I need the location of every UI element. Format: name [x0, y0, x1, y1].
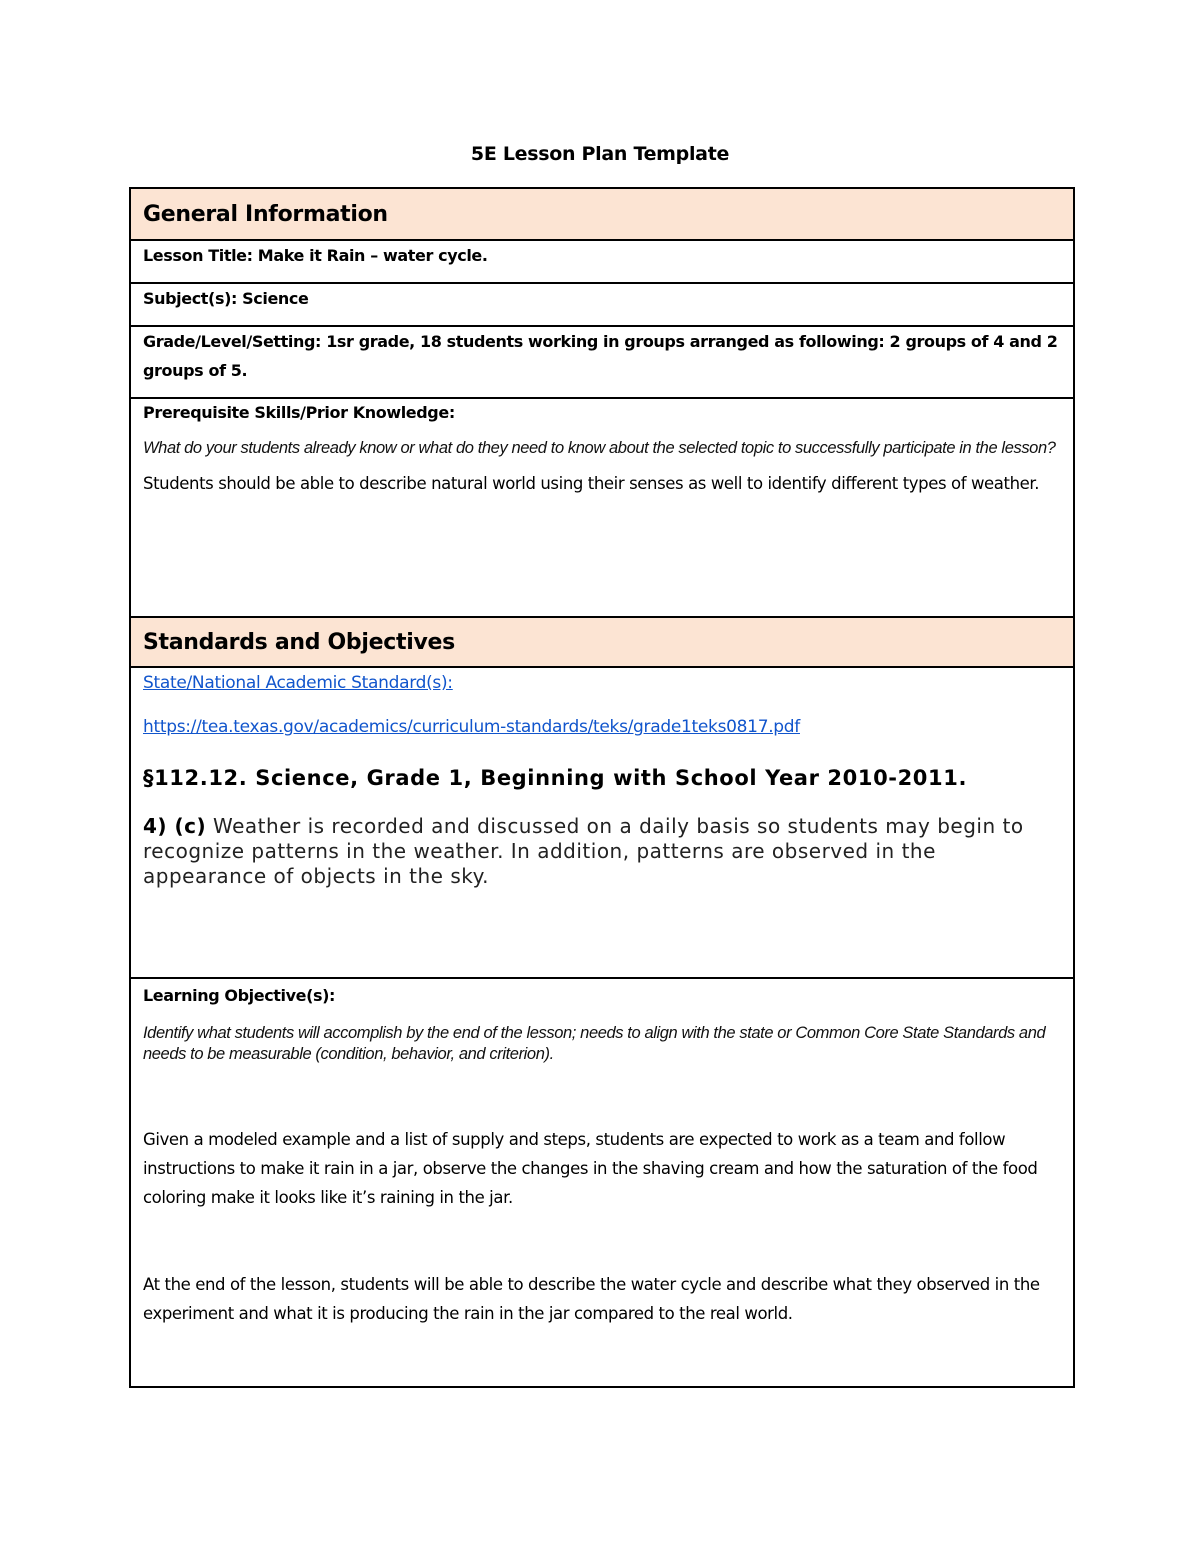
prerequisite-answer: Students should be able to describe natural world using their senses as well to identify different types of weather. — [143, 474, 1040, 493]
standards-url-link[interactable]: https://tea.texas.gov/academics/curriculum-standards/teks/grade1teks0817.pdf — [143, 717, 800, 737]
prerequisite-hint: What do your students already know or what do they need to know about the selected topic to successfully participate in the lesson? — [143, 439, 1056, 457]
document-title: 5E Lesson Plan Template — [470, 143, 730, 165]
learning-objectives-label: Learning Objective(s): — [143, 986, 336, 1005]
grade-level-row — [131, 327, 1073, 399]
prerequisite-row — [131, 399, 1073, 618]
lesson-plan-table — [129, 187, 1075, 1388]
grade-level-text: Grade/Level/Setting: 1sr grade, 18 students working in groups arranged as following: 2 groups of 4 and 2 groups of 5. — [143, 332, 1058, 380]
lesson-title-row — [131, 241, 1073, 284]
standards-row — [131, 668, 1073, 979]
learning-objectives-row — [131, 979, 1073, 1386]
learning-objective-2: At the end of the lesson, students will be able to describe the water cycle and describe what they observed in the experiment and what it is producing the rain in the jar compared to the real world. — [143, 1275, 1040, 1323]
standards-label-link[interactable]: State/National Academic Standard(s): — [143, 673, 453, 693]
lesson-title-text: Lesson Title: Make it Rain – water cycle. — [143, 246, 488, 265]
general-information-heading: General Information — [143, 201, 388, 227]
teks-standard-text — [143, 814, 1061, 889]
teks-description: Weather is recorded and discussed on a daily basis so students may begin to recognize patterns in the weather. In addition, patterns are observed in the appearance of objects in the sky. — [143, 814, 1024, 888]
general-information-header — [131, 189, 1073, 241]
standards-objectives-header — [131, 618, 1073, 668]
learning-objective-1: Given a modeled example and a list of supply and steps, students are expected to work as a team and follow instructions to make it rain in a jar, observe the changes in the shaving cream and how the saturation of the food coloring make it looks like it’s raining in the jar. — [143, 1130, 1038, 1207]
standards-objectives-heading: Standards and Objectives — [143, 629, 455, 655]
prerequisite-label: Prerequisite Skills/Prior Knowledge: — [143, 403, 455, 422]
teks-heading: §112.12. Science, Grade 1, Beginning with School Year 2010-2011. — [143, 766, 968, 790]
learning-objectives-hint: Identify what students will accomplish by the end of the lesson; needs to align with the state or Common Core State Standards and needs to be measurable (condition, behavior, and criterion). — [143, 1024, 1046, 1063]
subjects-row — [131, 284, 1073, 327]
subjects-text: Subject(s): Science — [143, 289, 309, 308]
teks-number: 4) (c) — [143, 814, 207, 838]
